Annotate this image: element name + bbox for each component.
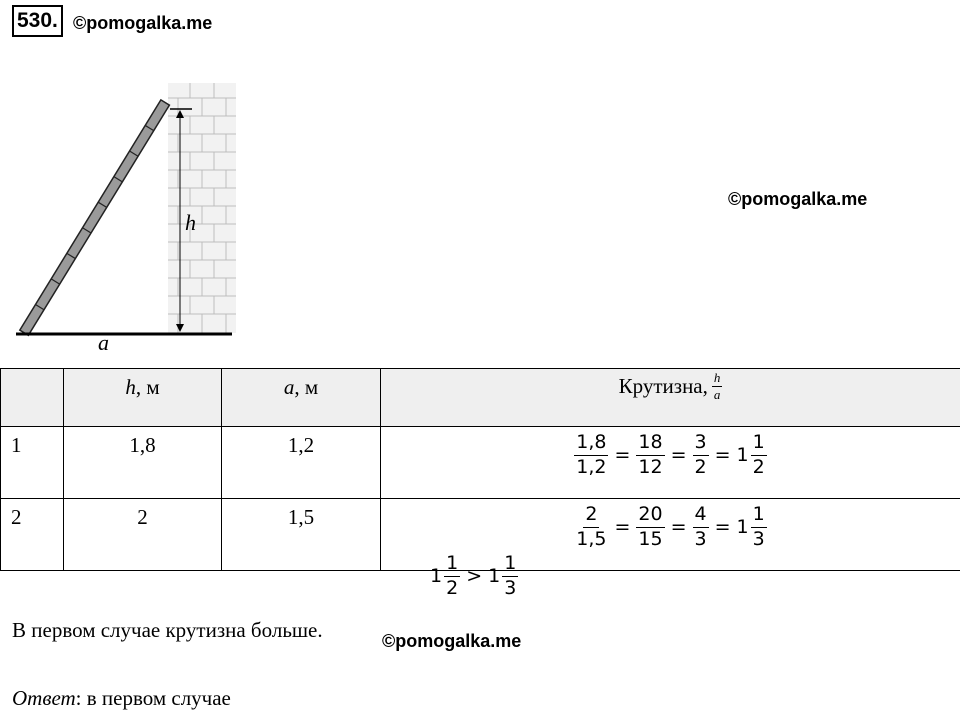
header-index [1, 369, 64, 427]
answer-label: Ответ [12, 686, 76, 710]
steepness-fraction: $\frac{h}{a}$ [713, 370, 721, 403]
row-h-value: 1,8 [64, 427, 222, 499]
table-row [1, 427, 960, 499]
row-a-value: 1,5 [222, 499, 381, 571]
header-a: a, м [222, 369, 381, 427]
ladder-figure [12, 78, 262, 363]
steepness-label: Крутизна, [618, 374, 708, 399]
answer-line [12, 686, 231, 711]
header-steepness [381, 369, 960, 427]
row-steepness-calc: $\frac{1,8}{1,2}$ = $\frac{18}{12}$ = $\frac{3}{2}$ = 1 $\frac{1}{2}$ [381, 427, 960, 499]
row-index: 2 [1, 499, 64, 571]
watermark-right: ©pomogalka.me [728, 189, 868, 209]
header-h: h, м [64, 369, 222, 427]
table-header-row [1, 369, 960, 427]
steepness-table [0, 368, 960, 571]
problem-number: 530. [12, 5, 63, 37]
row-index: 1 [1, 427, 64, 499]
row-steepness-calc: $\frac{2}{1,5}$ = $\frac{20}{15}$ = $\frac{4}{3}$ = 1 $\frac{1}{3}$ [381, 499, 960, 571]
watermark-bottom: ©pomogalka.me [382, 631, 522, 651]
base-label: a [98, 330, 109, 355]
row-h-value: 2 [64, 499, 222, 571]
conclusion-text: В первом случае крутизна больше. [12, 618, 323, 642]
row-a-value: 1,2 [222, 427, 381, 499]
height-label: h [185, 210, 196, 235]
comparison-expression: 1 $\frac{1}{2}$ > 1 $\frac{1}{3}$ [430, 552, 517, 599]
watermark-top: ©pomogalka.me [73, 13, 213, 33]
ladder-diagram [12, 78, 262, 363]
answer-text: : в первом случае [75, 686, 231, 710]
ladder [20, 100, 170, 335]
